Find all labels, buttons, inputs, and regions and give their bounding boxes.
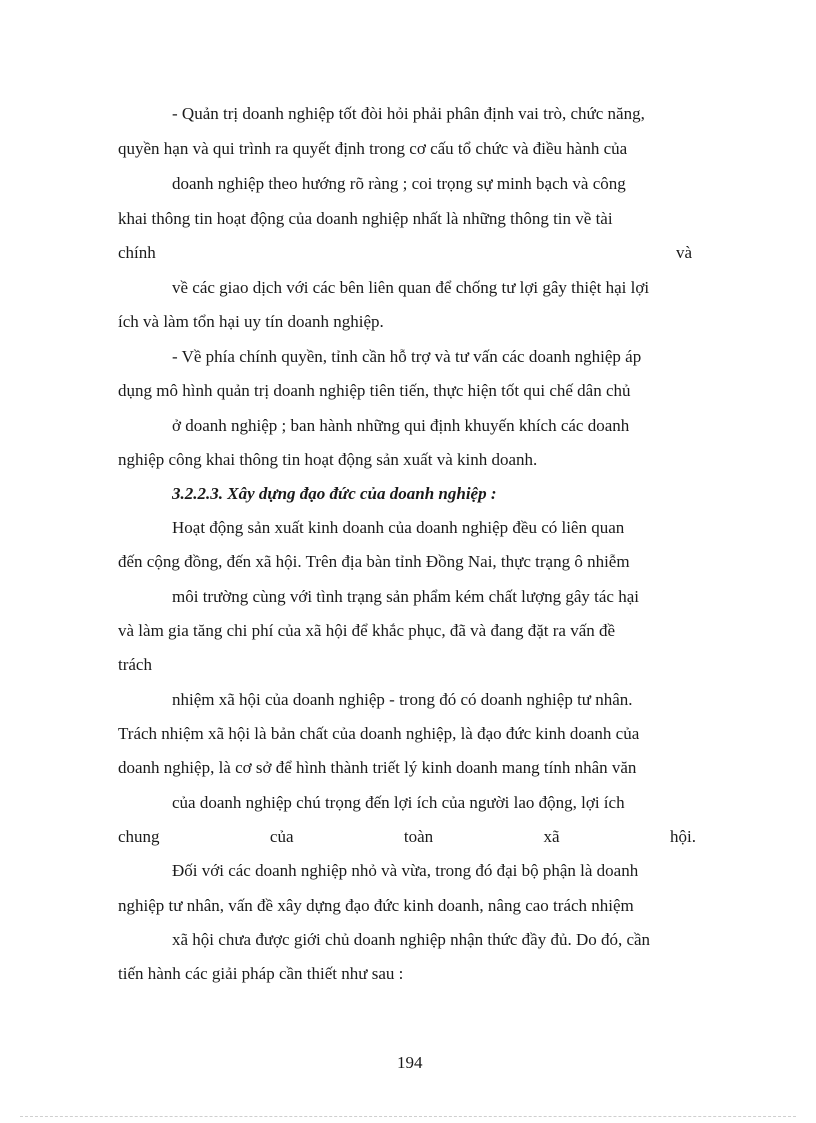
- page-number: 194: [397, 1053, 423, 1072]
- word: hội.: [669, 827, 696, 846]
- text-line: - Quản trị doanh nghiệp tốt đòi hỏi phải phân định vai trò, chức năng,: [172, 104, 645, 123]
- text-line: ở doanh nghiệp ; ban hành những qui định khuyến khích các doanh: [172, 416, 630, 435]
- text-line: Đối với các doanh nghiệp nhỏ và vừa, trong đó đại bộ phận là doanh: [172, 861, 639, 880]
- text-line: nghiệp công khai thông tin hoạt động sản xuất và kinh doanh.: [118, 450, 538, 469]
- text-line: nghiệp tư nhân, vấn đề xây dựng đạo đức kinh doanh, nâng cao trách nhiệm: [118, 896, 634, 915]
- word: của: [269, 827, 294, 846]
- word: toàn: [403, 827, 434, 846]
- text-line: tiến hành các giải pháp cần thiết như sau :: [118, 964, 404, 983]
- page-border-divider: [20, 1116, 796, 1117]
- word: xã: [543, 827, 560, 846]
- text-line: ích và làm tổn hại uy tín doanh nghiệp.: [118, 312, 384, 331]
- text-line: xã hội chưa được giới chủ doanh nghiệp nhận thức đầy đủ. Do đó, cần: [172, 930, 651, 949]
- text-line: và: [676, 243, 693, 262]
- text-line: doanh nghiệp theo hướng rõ ràng ; coi trọng sự minh bạch và công: [172, 174, 626, 193]
- text-line: môi trường cùng với tình trạng sản phẩm kém chất lượng gây tác hại: [172, 587, 639, 606]
- word: chung: [118, 827, 160, 846]
- text-line: khai thông tin hoạt động của doanh nghiệp nhất là những thông tin về tài: [118, 209, 613, 228]
- text-line: quyền hạn và qui trình ra quyết định trong cơ cấu tổ chức và điều hành của: [118, 139, 628, 158]
- text-line: Hoạt động sản xuất kinh doanh của doanh nghiệp đều có liên quan: [172, 518, 625, 537]
- text-line: doanh nghiệp, là cơ sở để hình thành triết lý kinh doanh mang tính nhân văn: [118, 758, 637, 777]
- text-line: về các giao dịch với các bên liên quan để chống tư lợi gây thiệt hại lợi: [172, 278, 650, 297]
- section-heading: 3.2.2.3. Xây dựng đạo đức của doanh nghiệp :: [172, 484, 497, 503]
- text-line: trách: [118, 655, 152, 674]
- text-line: dụng mô hình quản trị doanh nghiệp tiên tiến, thực hiện tốt qui chế dân chủ: [118, 381, 631, 400]
- justified-line: [118, 826, 696, 848]
- text-line: và làm gia tăng chi phí của xã hội để khắc phục, đã và đang đặt ra vấn đề: [118, 621, 616, 640]
- text-line: Trách nhiệm xã hội là bản chất của doanh nghiệp, là đạo đức kinh doanh của: [118, 724, 640, 743]
- text-line: nhiệm xã hội của doanh nghiệp - trong đó có doanh nghiệp tư nhân.: [172, 690, 633, 709]
- text-line: của doanh nghiệp chú trọng đến lợi ích của người lao động, lợi ích: [172, 793, 625, 812]
- text-line: đến cộng đồng, đến xã hội. Trên địa bàn tỉnh Đồng Nai, thực trạng ô nhiễm: [118, 552, 630, 571]
- text-line: chính: [118, 243, 156, 262]
- text-line: - Về phía chính quyền, tỉnh cần hỗ trợ và tư vấn các doanh nghiệp áp: [172, 347, 642, 366]
